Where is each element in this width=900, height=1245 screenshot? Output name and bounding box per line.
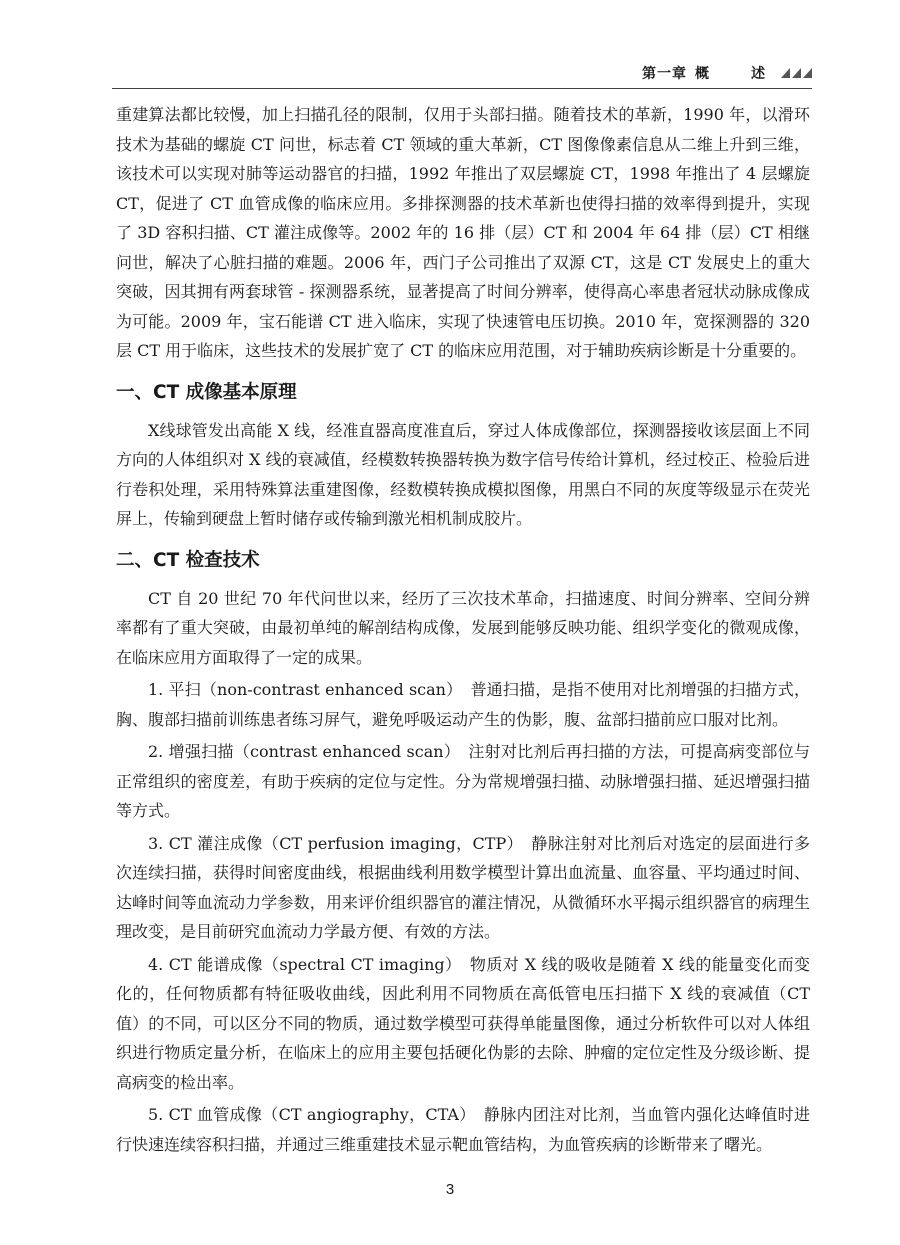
list-item: 1. 平扫（non-contrast enhanced scan） 普通扫描，是指不使用对比剂增强的扫描方式，胸、腹部扫描前训练患者练习屏气，避免呼吸运动产生的伪影，腹、盆部扫描前应口服对比剂。: [116, 680, 810, 729]
list-item: 3. CT 灌注成像（CT perfusion imaging，CTP） 静脉注射对比剂后对选定的层面进行多次连续扫描，获得时间密度曲线，根据曲线利用数学模型计算出血流量、血容量、平均通过时间、达峰时间等血流动力学参数，用来评价组织器官的灌注情况，从微循环水平揭示组织器官的病理生理改变，是目前研究血流动力学最方便、有效的方法。: [116, 833, 810, 941]
triangle-icon: [792, 68, 801, 78]
triangle-icon: [803, 68, 812, 78]
chapter-number: 第一章: [642, 66, 687, 82]
list-item: 2. 增强扫描（contrast enhanced scan） 注射对比剂后再扫描的方法，可提高病变部位与正常组织的密度差，有助于疾病的定位与定性。分为常规增强扫描、动脉增强扫描、延迟增强扫描等方式。: [116, 742, 810, 820]
header-rule: [112, 88, 812, 89]
triangle-decoration-icon: [781, 68, 812, 78]
page-number: 3: [445, 1181, 455, 1198]
running-header: [112, 62, 812, 84]
intro-paragraph: 重建算法都比较慢，加上扫描孔径的限制，仅用于头部扫描。随着技术的革新，1990 年，以滑环技术为基础的螺旋 CT 问世，标志着 CT 领域的重大革新，CT 图像像素信息从二维上升到三维，该技术可以实现对肺等运动器官的扫描，1992 年推出了双层螺旋 CT，1998 年推出了 4 层螺旋 CT，促进了 CT 血管成像的临床应用。多排探测器的技术革新也使得扫描的效率得到提升，实现了 3D 容积扫描、CT 灌注成像等。2002 年的 16 排（层）CT 和 2004 年 64 排（层）CT 相继问世，解决了心脏扫描的难题。2006 年，西门子公司推出了双源 CT，这是 CT 发展史上的重大突破，因其拥有两套球管 - 探测器系统，显著提高了时间分辨率，使得高心率患者冠状动脉成像成为可能。2009 年，宝石能谱 CT 进入临床，实现了快速管电压切换。2010 年，宽探测器的 320 层 CT 用于临床，这些技术的发展扩宽了 CT 的临床应用范围，对于辅助疾病诊断是十分重要的。: [116, 105, 810, 360]
page-body: [116, 100, 810, 1159]
section-paragraph: CT 自 20 世纪 70 年代问世以来，经历了三次技术革命，扫描速度、时间分辨率、空间分辨率都有了重大突破，由最初单纯的解剖结构成像，发展到能够反映功能、组织学变化的微观成像，在临床应用方面取得了一定的成果。: [116, 588, 810, 667]
list-item: 4. CT 能谱成像（spectral CT imaging） 物质对 X 线的吸收是随着 X 线的能量变化而变化的，任何物质都有特征吸收曲线，因此利用不同物质在高低管电压扫描下 X 线的衰减值（CT 值）的不同，可以区分不同的物质，通过数学模型可获得单能量图像，通过分析软件可以对人体组织进行物质定量分析，在临床上的应用主要包括硬化伪影的去除、肿瘤的定位定性及分级诊断、提高病变的检出率。: [116, 954, 810, 1092]
section-heading-ct-principle: 一、CT 成像基本原理: [116, 381, 297, 403]
section-paragraph: X线球管发出高能 X 线，经准直器高度准直后，穿过人体成像部位，探测器接收该层面上不同方向的人体组织对 X 线的衰减值，经模数转换器转换为数字信号传给计算机，经过校正、检验后进行卷积处理，采用特殊算法重建图像，经数模转换成模拟图像，用黑白不同的灰度等级显示在荧光屏上，传输到硬盘上暂时储存或传输到激光相机制成胶片。: [116, 420, 810, 528]
chapter-title: 概 述: [695, 66, 779, 82]
triangle-icon: [781, 68, 790, 78]
section-heading-ct-technique: 二、CT 检查技术: [116, 549, 260, 571]
list-item: 5. CT 血管成像（CT angiography，CTA） 静脉内团注对比剂，当血管内强化达峰值时进行快速连续容积扫描，并通过三维重建技术显示靶血管结构，为血管疾病的诊断带来了曙光。: [116, 1105, 810, 1154]
